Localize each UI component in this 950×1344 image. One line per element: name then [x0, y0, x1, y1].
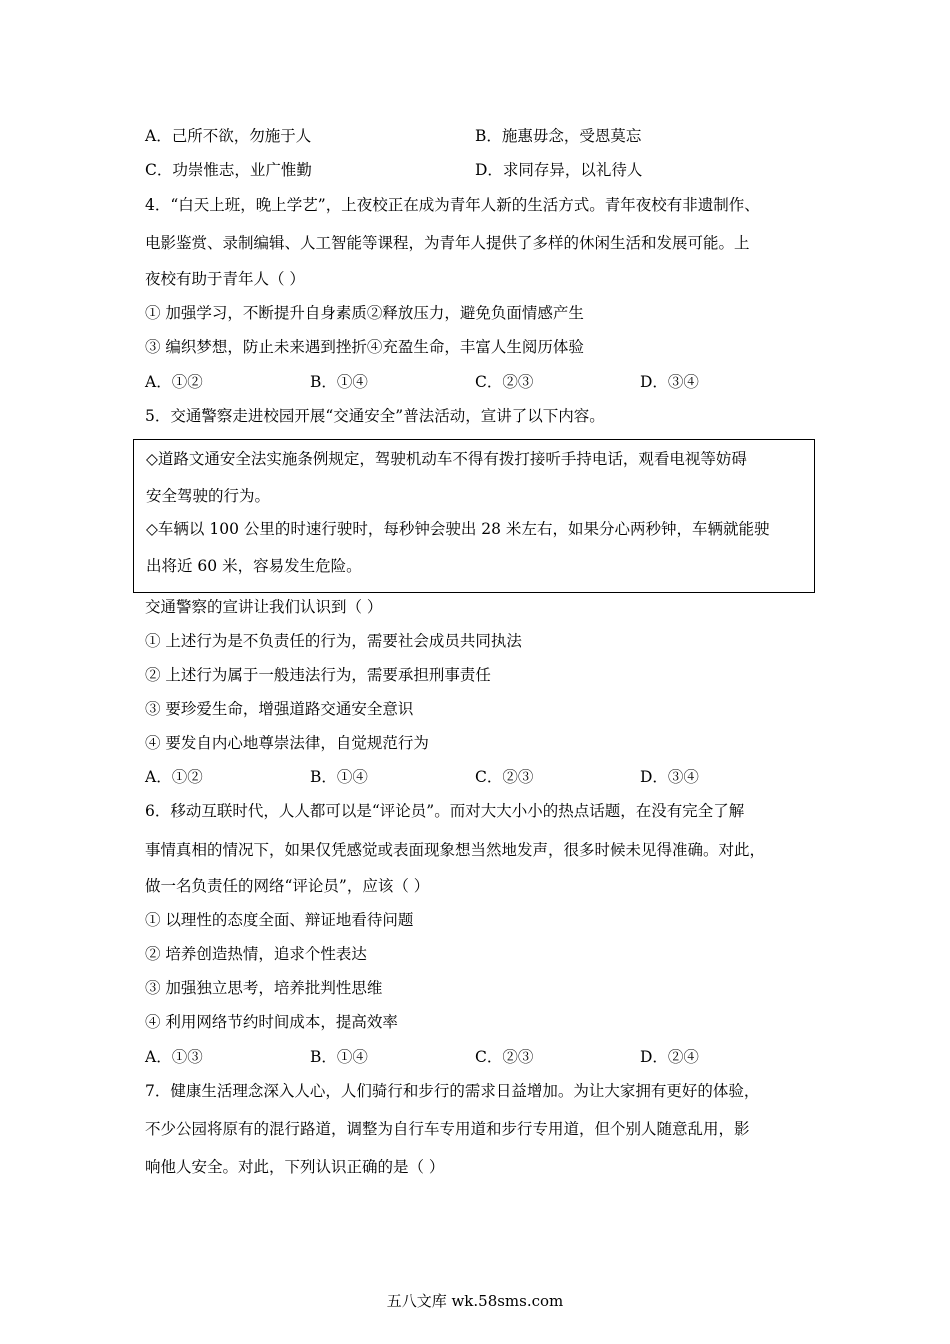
q5-statement-2: ② 上述行为属于一般违法行为，需要承担刑事责任 [145, 666, 491, 684]
q4-stem-line-2: 电影鉴赏、录制编辑、人工智能等课程，为青年人提供了多样的休闲生活和发展可能。上 [145, 234, 750, 252]
q6-statement-4: ④ 利用网络节约时间成本，提高效率 [145, 1013, 398, 1031]
q5-option-c: C．②③ [475, 768, 534, 786]
q4-stem-line-1: 4．“白天上班，晚上学艺”，上夜校正在成为青年人新的生活方式。青年夜校有非遗制作、 [145, 196, 760, 214]
q3-option-d: D．求同存异，以礼待人 [475, 161, 643, 179]
q5-box-line-3: ◇车辆以 100 公里的时速行驶时，每秒钟会驶出 28 米左右，如果分心两秒钟，车辆就能驶 [146, 520, 770, 538]
q6-stem-line-2: 事情真相的情况下，如果仅凭感觉或表面现象想当然地发声，很多时候未见得准确。对此， [145, 841, 766, 859]
q4-option-a: A．①② [145, 373, 203, 391]
q3-option-a: A．己所不欲，勿施于人 [145, 127, 312, 145]
q5-box-line-1: ◇道路文通安全法实施条例规定，驾驶机动车不得有拨打接听手持电话，观看电视等妨碍 [146, 450, 747, 468]
q6-statement-2: ② 培养创造热情，追求个性表达 [145, 945, 367, 963]
q5-statement-4: ④ 要发自内心地尊崇法律，自觉规范行为 [145, 734, 429, 752]
q4-option-b: B．①④ [310, 373, 368, 391]
q6-statement-1: ① 以理性的态度全面、辩证地看待问题 [145, 911, 414, 929]
q6-stem-line-1: 6．移动互联时代，人人都可以是“评论员”。而对大大小小的热点话题，在没有完全了解 [145, 802, 745, 820]
q5-option-a: A．①② [145, 768, 203, 786]
q7-stem-line-1: 7．健康生活理念深入人心，人们骑行和步行的需求日益增加。为让大家拥有更好的体验， [145, 1082, 760, 1100]
q7-stem-line-2: 不少公园将原有的混行路道，调整为自行车专用道和步行专用道，但个别人随意乱用，影 [145, 1120, 750, 1138]
q5-option-d: D．③④ [640, 768, 699, 786]
q6-option-c: C．②③ [475, 1048, 534, 1066]
q5-box-line-2: 安全驾驶的行为。 [146, 487, 271, 505]
q5-statement-3: ③ 要珍爱生命，增强道路交通安全意识 [145, 700, 414, 718]
q4-stem-line-3: 夜校有助于青年人（ ） [145, 270, 305, 288]
q6-stem-line-3: 做一名负责任的网络“评论员”，应该（ ） [145, 877, 430, 895]
q5-option-b: B．①④ [310, 768, 368, 786]
q5-stem: 5．交通警察走进校园开展“交通安全”普法活动，宣讲了以下内容。 [145, 407, 605, 425]
q6-option-b: B．①④ [310, 1048, 368, 1066]
q5-box-line-4: 出将近 60 米，容易发生危险。 [146, 557, 362, 575]
q4-option-c: C．②③ [475, 373, 534, 391]
q3-option-b: B．施惠毋念，受恩莫忘 [475, 127, 642, 145]
q5-statement-1: ① 上述行为是不负责任的行为，需要社会成员共同执法 [145, 632, 522, 650]
q4-option-d: D．③④ [640, 373, 699, 391]
q6-option-a: A．①③ [145, 1048, 203, 1066]
q6-statement-3: ③ 加强独立思考，培养批判性思维 [145, 979, 383, 997]
q4-statement-1: ① 加强学习，不断提升自身素质②释放压力，避免负面情感产生 [145, 304, 584, 322]
q4-statement-2: ③ 编织梦想，防止未来遇到挫折④充盈生命，丰富人生阅历体验 [145, 338, 584, 356]
q6-option-d: D．②④ [640, 1048, 699, 1066]
q7-stem-line-3: 响他人安全。对此，下列认识正确的是（ ） [145, 1158, 445, 1176]
q3-option-c: C．功崇惟志，业广惟勤 [145, 161, 312, 179]
footer-watermark: 五八文库 wk.58sms.com [386, 1292, 564, 1310]
q5-question: 交通警察的宣讲让我们认识到（ ） [145, 598, 383, 616]
q5-material-box [133, 439, 815, 593]
